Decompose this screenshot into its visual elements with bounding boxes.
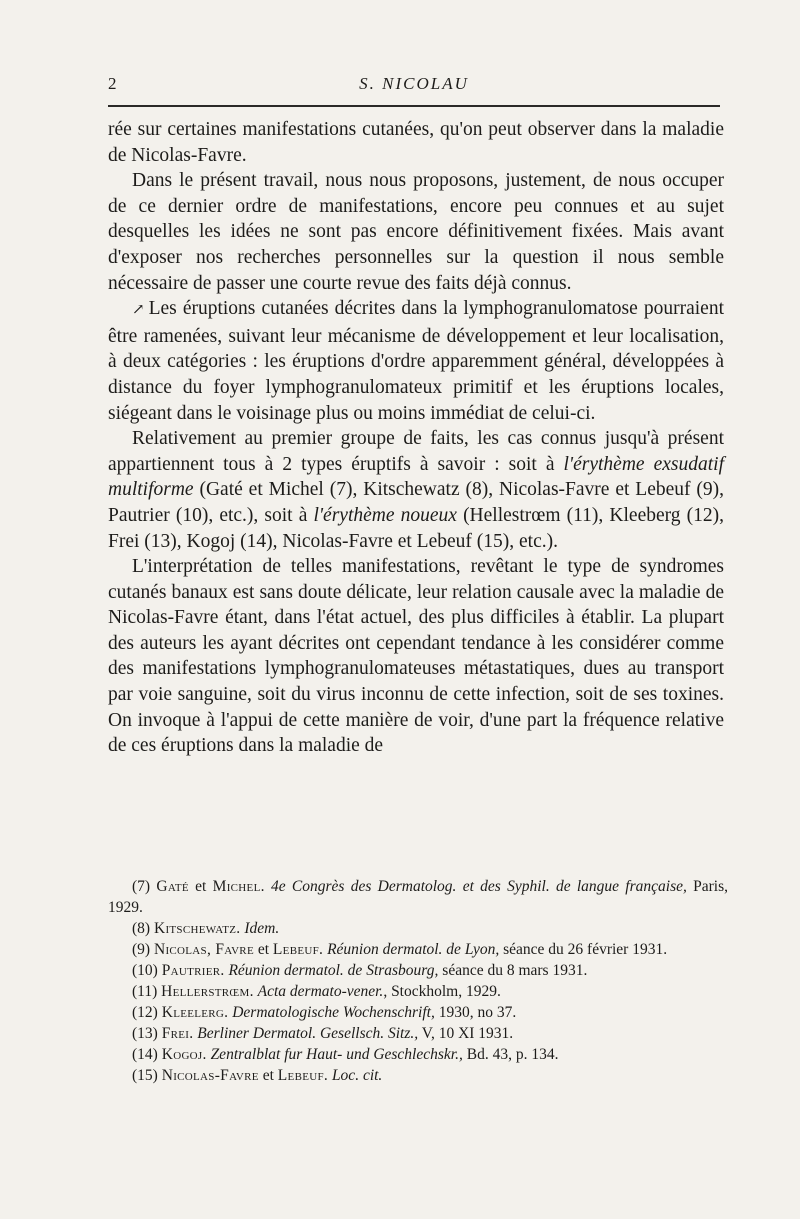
paragraph-4-italic-a: l'érythème exsudatif multiforme <box>108 453 724 501</box>
paragraph-3-text: Les éruptions cutanées décrites dans la lymphogranulomatose pourraient être ramenées, suivant leur mécanisme de développement et leur localisation, à deux catégories : les éruptions d'ordre apparemment général, développées à distance du foyer lymphogranulomateux primitif et les éruptions locales, siégeant dans le voisinage plus ou moins immédiat de celui-ci. <box>108 298 724 424</box>
paragraph-3 <box>108 296 724 426</box>
paragraph-1: rée sur certaines manifestations cutanées, qu'on peut observer dans la maladie de Nicolas-Favre. <box>108 119 724 166</box>
header-rule <box>108 105 720 107</box>
footnote-14: (14) Kogoj. Zentralblat fur Haut- und Geschlechskr., Bd. 43, p. 134. <box>132 1046 559 1063</box>
paragraph-4 <box>108 426 724 554</box>
footnotes <box>108 876 728 1086</box>
page-header <box>108 74 720 98</box>
footnote-7: (7) Gaté et Michel. 4e Congrès des Dermatolog. et des Syphil. de langue française, Paris, 1929. <box>108 878 729 916</box>
paragraph-4-text-b: (Gaté et Michel (7), Kitschewatz (8), Nicolas-Favre et Lebeuf (9), Pautrier (10), etc.), soit à <box>108 479 724 526</box>
paragraph-5: L'interprétation de telles manifestations, revêtant le type de syndromes cutanés banaux est sans doute délicate, leur relation causale avec la maladie de Nicolas-Favre étant, dans l'état actuel, des plus difficiles à établir. La plupart des auteurs les ayant décrites ont cependant tendance à les considérer comme des manifestations lymphogranulomateuses métastatiques, dues au transport par voie sanguine, soit du virus inconnu de cette infection, soit de ses toxines. On invoque à l'appui de cette manière de voir, d'une part la fréquence relative de ces éruptions dans la maladie de <box>108 556 724 757</box>
page-number: 2 <box>108 74 117 93</box>
running-head: S. NICOLAU <box>359 74 469 93</box>
footnote-8: (8) Kitschewatz. Idem. <box>132 920 280 937</box>
margin-mark-icon: ↗ <box>132 302 145 319</box>
paragraph-4-text-c: (Hellestrœm (11), Kleeberg (12), Frei (13), Kogoj (14), Nicolas-Favre et Lebeuf (15), etc.). <box>108 504 724 552</box>
body-text <box>108 117 724 759</box>
footnote-9: (9) Nicolas, Favre et Lebeuf. Réunion dermatol. de Lyon, séance du 26 février 1931. <box>132 941 668 958</box>
paragraph-4-italic-b: l'érythème noueux <box>313 504 457 526</box>
footnote-15: (15) Nicolas-Favre et Lebeuf. Loc. cit. <box>132 1067 383 1084</box>
footnote-13: (13) Frei. Berliner Dermatol. Gesellsch. Sitz., V, 10 XI 1931. <box>132 1025 514 1042</box>
footnote-10: (10) Pautrier. Réunion dermatol. de Strasbourg, séance du 8 mars 1931. <box>132 962 588 979</box>
paragraph-2: Dans le présent travail, nous nous proposons, justement, de nous occuper de ce dernier ordre de manifestations, encore peu connues et au sujet desquelles les idées ne sont pas encore définitivement fixées. Mais avant d'exposer nos recherches personnelles sur la question il nous semble nécessaire de passer une courte revue des faits déjà connus. <box>108 170 724 294</box>
footnote-11: (11) Hellerstrœm. Acta dermato-vener., Stockholm, 1929. <box>132 983 501 1000</box>
footnote-12: (12) Kleelerg. Dermatologische Wochenschrift, 1930, no 37. <box>132 1004 517 1021</box>
paragraph-4-text-a: Relativement au premier groupe de faits, les cas connus jusqu'à présent appartiennent tous à 2 types éruptifs à savoir : soit à <box>108 428 724 475</box>
